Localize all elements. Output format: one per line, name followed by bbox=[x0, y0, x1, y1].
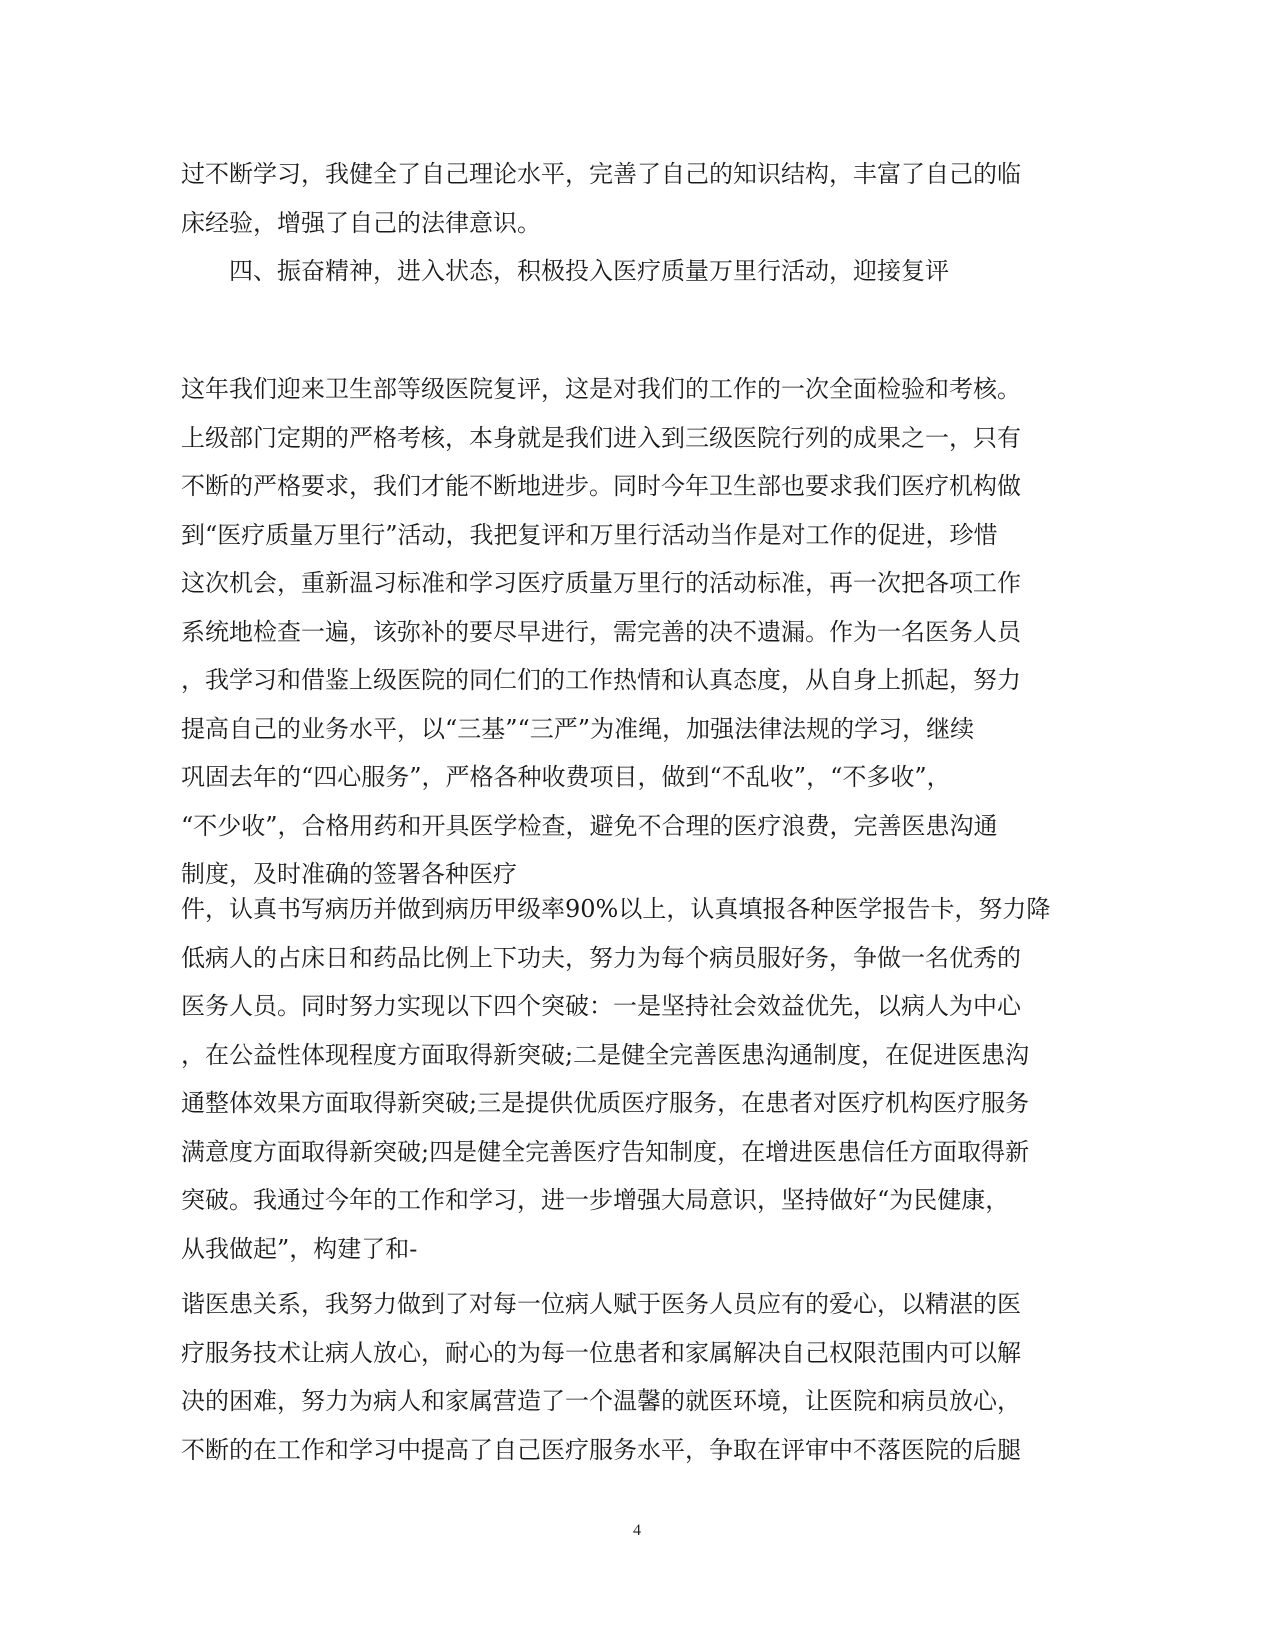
text-line: 制度，及时准确的签署各种医疗 bbox=[181, 860, 517, 888]
text-line: 决的困难，努力为病人和家属营造了一个温馨的就医环境，让医院和病员放心， bbox=[181, 1387, 1021, 1415]
text-line: 这年我们迎来卫生部等级医院复评，这是对我们的工作的一次全面检验和考核。 bbox=[181, 375, 1021, 403]
text-line: 疗服务技术让病人放心，耐心的为每一位患者和家属解决自己权限范围内可以解 bbox=[181, 1338, 1021, 1367]
text-line: 满意度方面取得新突破;四是健全完善医疗告知制度，在增进医患信任方面取得新 bbox=[181, 1137, 1030, 1166]
text-line: 不断的在工作和学习中提高了自己医疗服务水平，争取在评审中不落医院的后腿 bbox=[181, 1435, 1021, 1464]
text-line: 突破。我通过今年的工作和学习，进一步增强大局意识，坚持做好“为民健康， bbox=[181, 1186, 1010, 1214]
text-line: 谐医患关系，我努力做到了对每一位病人赋于医务人员应有的爱心，以精湛的医 bbox=[181, 1290, 1021, 1318]
text-line: 上级部门定期的严格考核，本身就是我们进入到三级医院行列的成果之一，只有 bbox=[181, 423, 1021, 452]
text-line: 低病人的占床日和药品比例上下功夫，努力为每个病员服好务，争做一名优秀的 bbox=[181, 943, 1021, 972]
text-line: 这次机会，重新温习标准和学习医疗质量万里行的活动标准，再一次把各项工作 bbox=[181, 569, 1021, 597]
text-line: 件，认真书写病历并做到病历甲级率90%以上，认真填报各种医学报告卡，努力降 bbox=[181, 895, 1051, 923]
paragraph-block-3 bbox=[181, 885, 1081, 1273]
text-line: 巩固去年的“四心服务”，严格各种收费项目，做到“不乱收”，“不多收”， bbox=[181, 763, 951, 791]
text-line: 通整体效果方面取得新突破;三是提供优质医疗服务，在患者对医疗机构医疗服务 bbox=[181, 1089, 1030, 1117]
paragraph-block-4 bbox=[181, 1280, 1081, 1474]
text-line: 从我做起”，构建了和- bbox=[181, 1234, 418, 1263]
text-line: ，我学习和借鉴上级医院的同仁们的工作热情和认真态度，从自身上抓起，努力 bbox=[181, 666, 1021, 694]
text-line: 提高自己的业务水平，以“三基”“三严”为准绳，加强法律法规的学习，继续 bbox=[181, 714, 975, 743]
text-line: 到“医疗质量万里行”活动，我把复评和万里行活动当作是对工作的促进，珍惜 bbox=[181, 520, 998, 549]
paragraph-block-2 bbox=[181, 365, 1081, 899]
paragraph-block-1 bbox=[181, 150, 1081, 296]
text-line: 床经验，增强了自己的法律意识。 bbox=[181, 208, 541, 237]
text-line: 系统地检查一遍，该弥补的要尽早进行，需完善的决不遗漏。作为一名医务人员 bbox=[181, 617, 1021, 646]
text-line: 过不断学习，我健全了自己理论水平，完善了自己的知识结构，丰富了自己的临 bbox=[181, 160, 1021, 188]
page-number: 4 bbox=[633, 1522, 641, 1539]
text-line: 不断的严格要求，我们才能不断地进步。同时今年卫生部也要求我们医疗机构做 bbox=[181, 472, 1021, 500]
text-line: “不少收”，合格用药和开具医学检查，避免不合理的医疗浪费，完善医患沟通 bbox=[181, 811, 998, 840]
text-line: ，在公益性体现程度方面取得新突破;二是健全完善医患沟通制度，在促进医患沟 bbox=[181, 1040, 1030, 1069]
section-heading: 四、振奋精神，进入状态，积极投入医疗质量万里行活动，迎接复评 bbox=[229, 257, 949, 285]
text-line: 医务人员。同时努力实现以下四个突破：一是坚持社会效益优先，以病人为中心 bbox=[181, 992, 1021, 1020]
